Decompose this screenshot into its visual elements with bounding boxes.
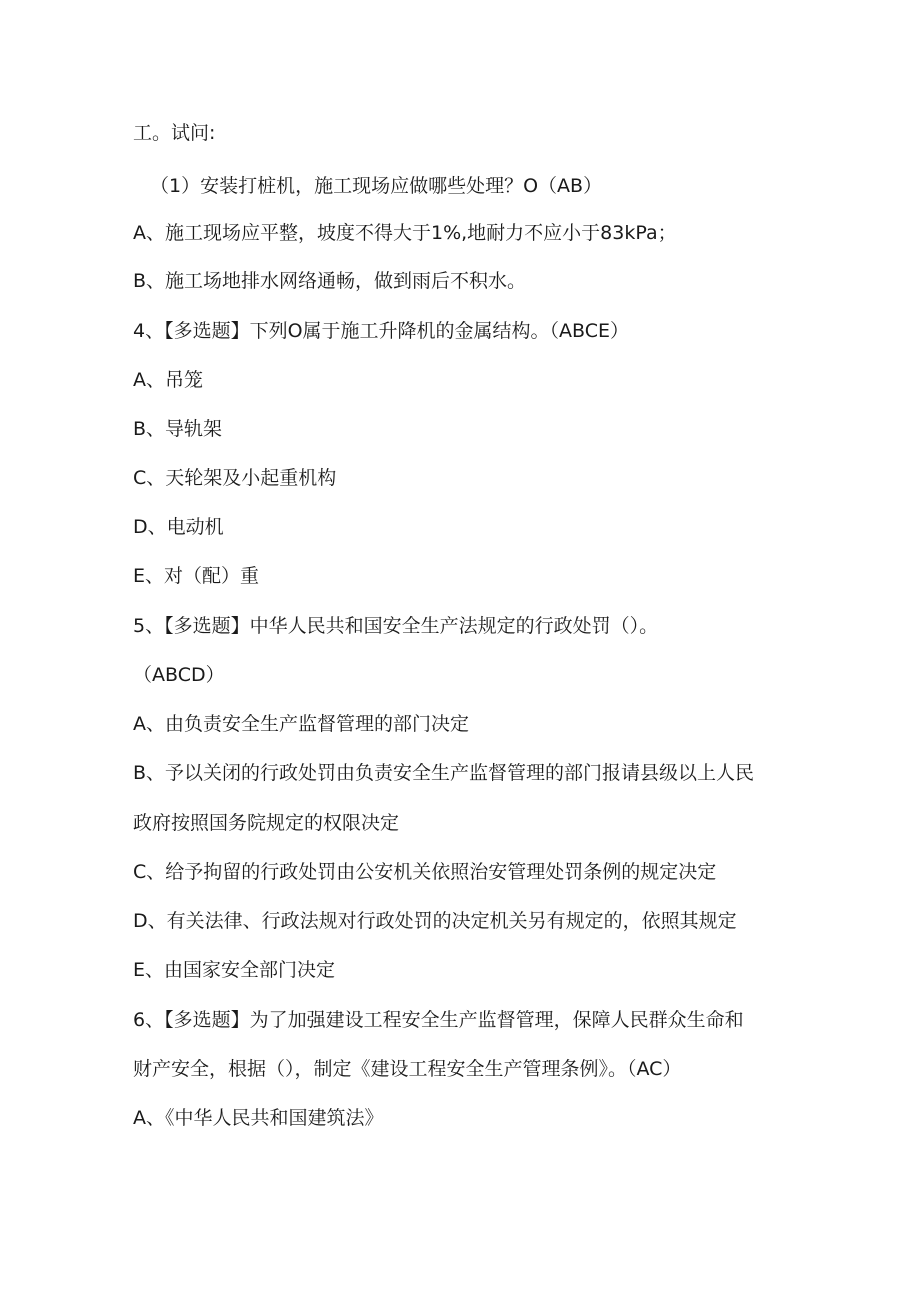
sub-question-1: （1）安装打桩机，施工现场应做哪些处理？O（AB） [150,175,603,197]
question-6-continued: 财产安全，根据（），制定《建设工程安全生产管理条例》。（AC） [133,1058,682,1080]
option-d-q4: D、电动机 [133,516,224,538]
question-6: 6、【多选题】为了加强建设工程安全生产监督管理，保障人民群众生命和 [133,1009,744,1031]
option-c-q5: C、给予拘留的行政处罚由公安机关依照治安管理处罚条例的规定决定 [133,861,717,883]
option-a-q5: A、由负责安全生产监督管理的部门决定 [133,713,469,735]
option-a-q6: A、《中华人民共和国建筑法》 [133,1107,384,1129]
question-4: 4、【多选题】下列O属于施工升降机的金属结构。（ABCE） [133,320,630,342]
option-c-q4: C、天轮架及小起重机构 [133,467,337,489]
option-a-q3: A、施工现场应平整，坡度不得大于1%,地耐力不应小于83kPa； [133,222,677,244]
text-line-continuation: 工。试问: [133,122,216,144]
option-b-q5-continued: 政府按照国务院规定的权限决定 [133,812,400,834]
option-b-q5: B、予以关闭的行政处罚由负责安全生产监督管理的部门报请县级以上人民 [133,762,755,784]
question-5: 5、【多选题】中华人民共和国安全生产法规定的行政处罚（）。 [133,615,659,637]
question-5-answer: （ABCD） [133,664,225,686]
option-e-q5: E、由国家安全部门决定 [133,959,336,981]
option-d-q5: D、有关法律、行政法规对行政处罚的决定机关另有规定的，依照其规定 [133,910,737,932]
option-a-q4: A、吊笼 [133,369,203,391]
option-e-q4: E、对（配）重 [133,565,260,587]
option-b-q4: B、导轨架 [133,418,223,440]
option-b-q3: B、施工场地排水网络通畅，做到雨后不积水。 [133,270,527,292]
